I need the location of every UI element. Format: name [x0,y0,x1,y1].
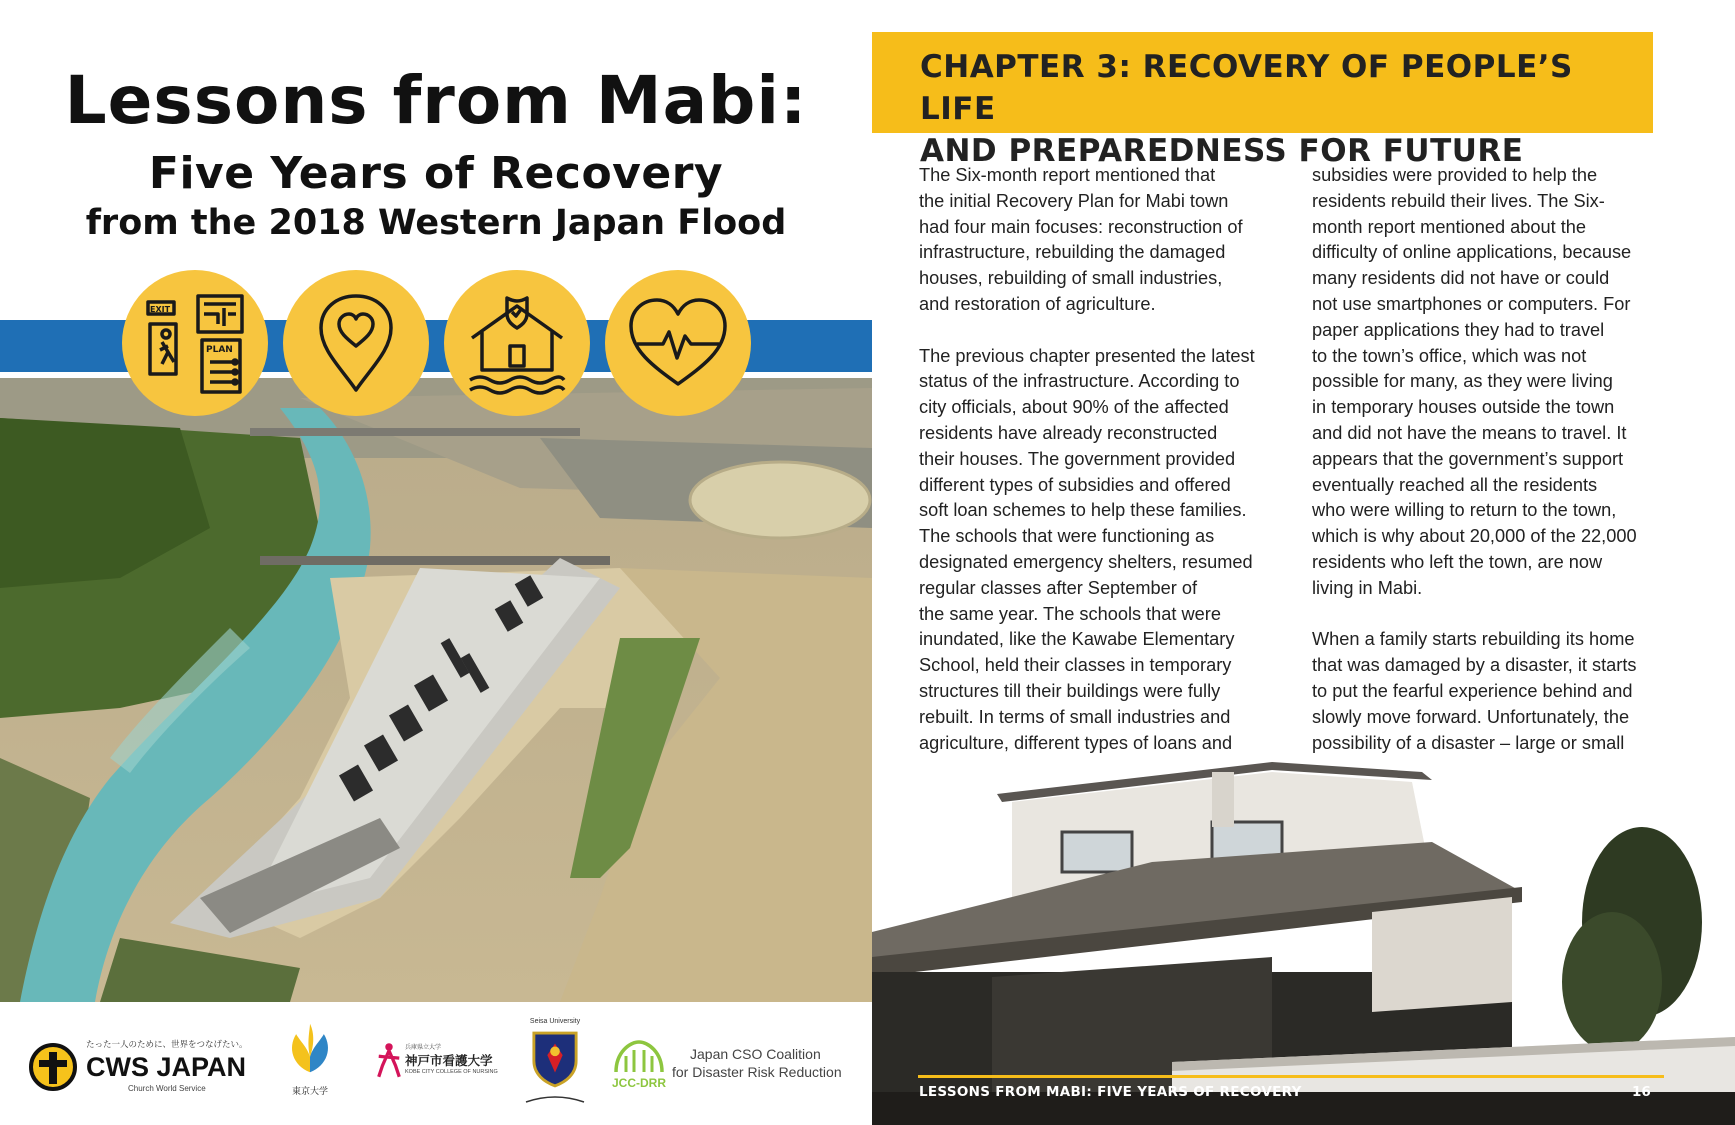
seisa-univ-name: Seisa University [529,1018,581,1025]
paragraph: subsidies were provided to help the residents rebuild their lives. The Six- month report mentioned about the difficulty of online applications, because many residents did not have or could not use smartphones or computers. For paper applications they had to travel to the town’s office, which was not possible for many, as they were living in temporary houses outside the town and did not have the means to travel. It appears that the government’s support eventually reached all the residents who were willing to return to the town, which is why about 20,000 of the 22,000 residents who left the town, are now living in Mabi. [1312,165,1637,598]
svg-text:EXIT: EXIT [150,305,171,314]
svg-text:PLAN: PLAN [206,345,233,355]
cws-tagline: たった一人のために、世界をつなげたい。 [86,1040,248,1050]
evacuation-plan-circle [122,270,268,416]
kobe-name: 神戸市看護大学 [405,1053,493,1068]
chapter-title-line1: CHAPTER 3: RECOVERY OF PEOPLE’S LIFE [920,49,1573,127]
chapter-heading-box [872,32,1653,169]
seisa-univ-logo [520,1018,590,1118]
cws-name: CWS JAPAN [86,1052,247,1082]
heart-location-circle [283,270,429,416]
jcc-drr-abbr: JCC-DRR [612,1076,666,1090]
flood-house-circle [444,270,590,416]
kobe-small-text: 兵庫県立大学 [405,1044,442,1051]
cws-cross-icon [28,1042,78,1092]
cover-subtitle: Five Years of Recovery [148,148,724,199]
seisa-motto-icon [520,1092,590,1106]
paragraph: When a family starts rebuilding its home that was damaged by a disaster, it starts to put the fearful experience behind and slowly move forward. Unfortunately, the possibility of a disaster – large or small [1312,629,1637,753]
ginkgo-leaf-icon [284,1022,336,1074]
chapter-title-line2: AND PREPAREDNESS FOR FUTURE [920,133,1524,169]
evacuation-plan-icon [140,288,250,398]
jcc-drr-line2: for Disaster Risk Reduction [672,1064,842,1080]
shield-crest-icon [531,1030,579,1088]
aerial-river-photo [0,378,872,1002]
jcc-drr-arc-icon [612,1038,666,1074]
cws-japan-logo [28,1038,248,1098]
kobe-subname: KOBE CITY COLLEGE OF NURSING [405,1069,498,1075]
text-column-right [1312,163,1707,782]
footer-title: LESSONS FROM MABI: FIVE YEARS OF RECOVERY [919,1084,1302,1100]
tokyo-univ-name: 東京大学 [291,1087,328,1097]
house-photo [872,762,1735,1125]
kobe-nursing-logo [375,1040,498,1084]
nursing-figure-icon [375,1040,403,1080]
paragraph: The previous chapter presented the latest status of the infrastructure. According to city officials, about 90% of the affected residents have already reconstructed their houses. The government provided different types of subsidies and offered soft loan schemes to help these families. The schools that were functioning as designated emergency shelters, resumed regular classes after September of the same year. The schools that were inundated, like the Kawabe Elementary School, held their classes in temporary structures till their buildings were fully rebuilt. In terms of small industries and agriculture, different types of loans and [919,345,1255,753]
heartbeat-icon [623,288,733,398]
paragraph: The Six-month report mentioned that the initial Recovery Plan for Mabi town had four main focuses: reconstruction of infrastructure, rebuilding the damaged houses, rebuilding of small industries, and restoration of agriculture. [919,165,1243,314]
jcc-drr-logo [612,1038,862,1098]
article-page [872,0,1735,1125]
cover-title: Lessons from Mabi: [64,62,808,139]
heartbeat-circle [605,270,751,416]
text-column-left [919,163,1299,782]
partner-logos [0,1002,872,1125]
jcc-drr-line1: Japan CSO Coalition [690,1046,821,1062]
flood-house-shield-icon [462,288,572,398]
tokyo-univ-logo [280,1022,340,1102]
heart-location-icon [301,288,411,398]
cover-subtitle-line2: from the 2018 Western Japan Flood [85,203,787,243]
footer-rule [918,1075,1664,1078]
page-number: 16 [1632,1084,1651,1100]
cws-subname: Church World Service [128,1084,206,1093]
